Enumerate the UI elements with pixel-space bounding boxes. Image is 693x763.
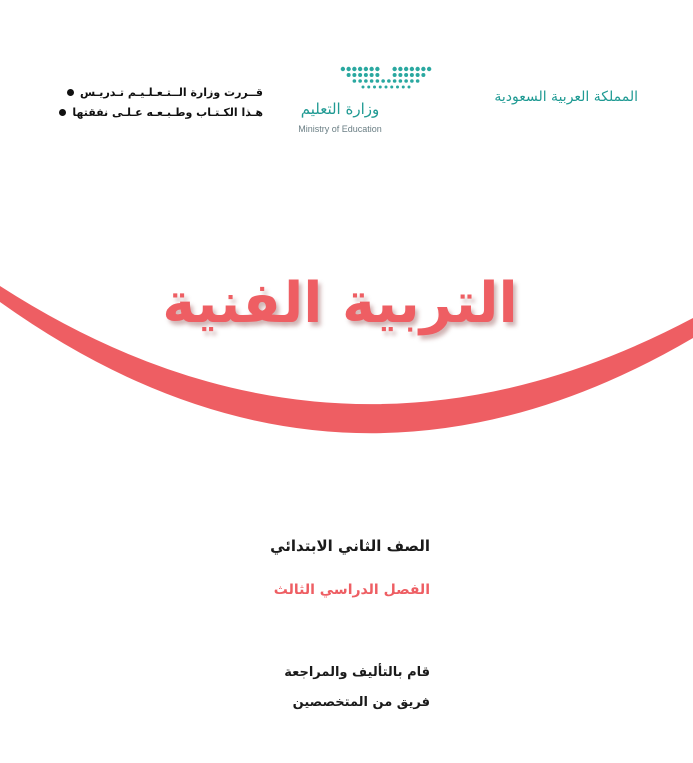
authors-line: قام بالتأليف والمراجعة (284, 665, 430, 680)
grade-label: الصف الثاني الابتدائي (270, 537, 430, 555)
approval-text: قــررت وزارة الــتـعـلـيـم تـدريـس (80, 85, 263, 99)
term-label: الفصل الدراسي الثالث (273, 582, 430, 598)
approval-text: هـذا الكـتـاب وطـبـعـه عـلـى نفقتها (72, 105, 263, 119)
book-title: التربية الفنية (162, 271, 518, 336)
ministry-name-en: Ministry of Education (298, 124, 382, 134)
ministry-name-ar: وزارة التعليم (300, 100, 380, 118)
team-line: فريق من المتخصصين (292, 695, 430, 710)
kingdom-label: المملكة العربية السعودية (494, 89, 638, 105)
